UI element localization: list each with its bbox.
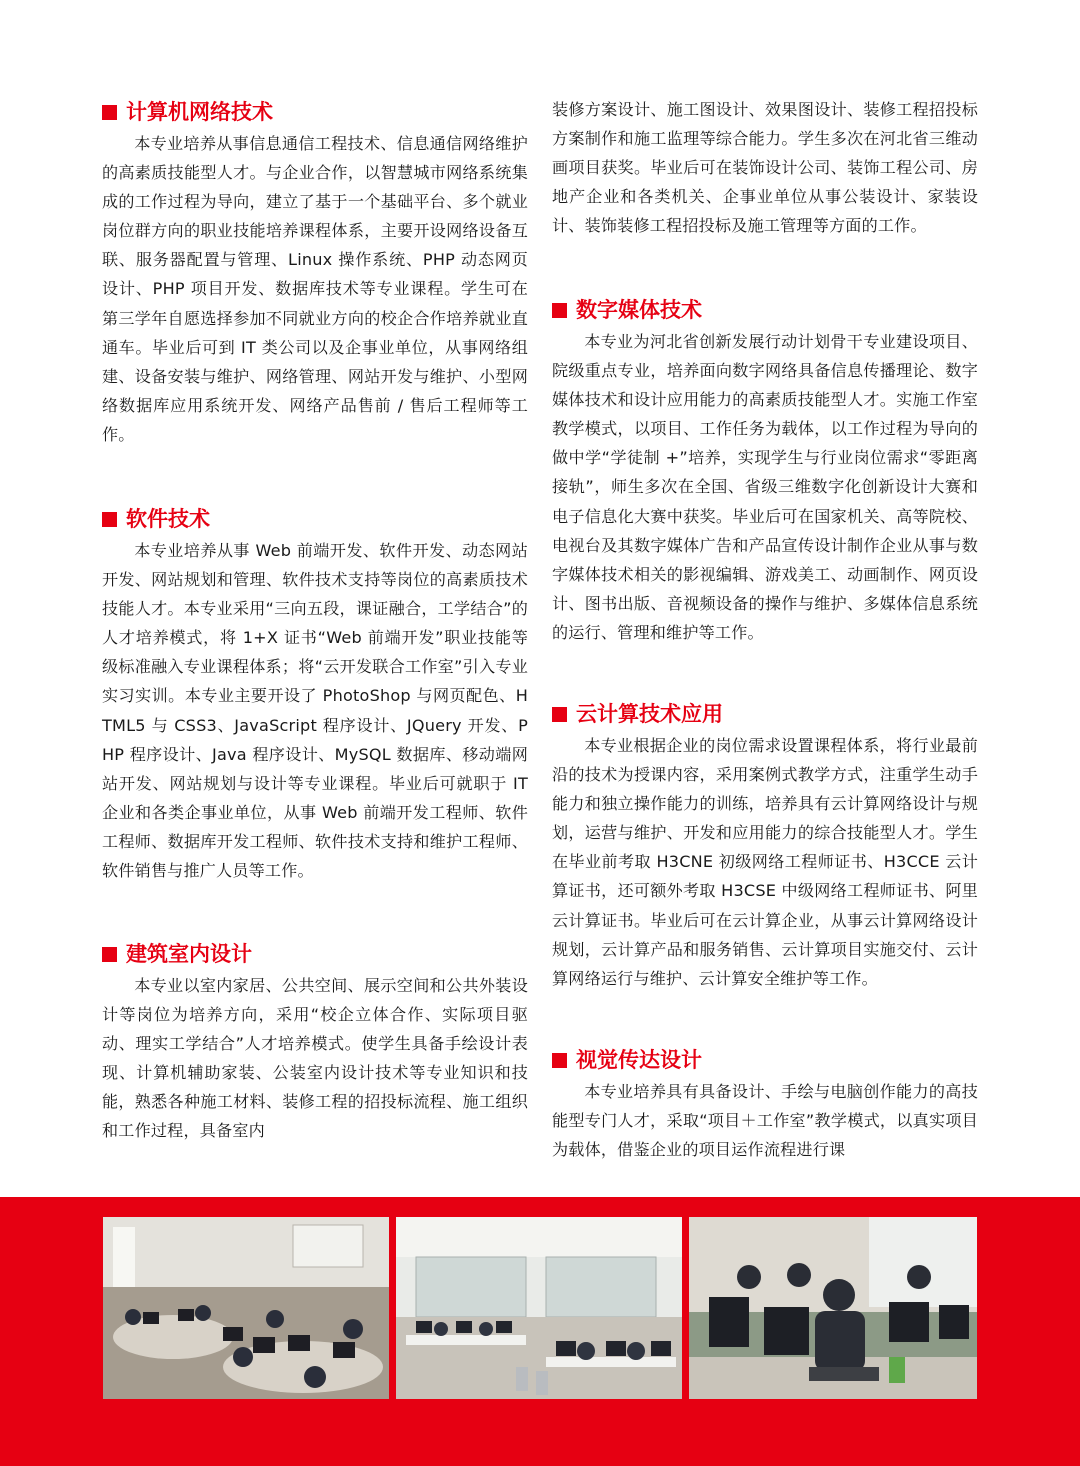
square-bullet-icon — [102, 947, 117, 962]
section-interior — [102, 937, 528, 1146]
classroom-photo-2 — [396, 1217, 682, 1399]
section-interior-continued — [552, 95, 978, 240]
section-digital-media — [552, 293, 978, 647]
section-heading — [552, 293, 978, 327]
section-title: 软件技术 — [126, 507, 210, 531]
section-heading — [552, 1043, 978, 1077]
classroom-photo-1 — [103, 1217, 389, 1399]
section-body: 本专业为河北省创新发展行动计划骨干专业建设项目、院级重点专业，培养面向数字网络具备信息传播理论、数字媒体技术和设计应用能力的高素质技能型人才。实施工作室教学模式，以项目、工作任务为载体，以工作过程为导向的做中学“学徒制 +”培养，实现学生与行业岗位需求“零距离接轨”，师生多次在全国、省级三维数字化创新设计大赛和电子信息化大赛中获奖。毕业后可在国家机关、高等院校、电视台及其数字媒体广告和产品宣传设计制作企业从事与数字媒体技术相关的影视编辑、游戏美工、动画制作、网页设计、图书出版、音视频设备的操作与维护、多媒体信息系统的运行、管理和维护等工作。 — [552, 332, 978, 642]
section-title: 视觉传达设计 — [576, 1048, 702, 1072]
section-cloud — [552, 697, 978, 993]
section-body-continued: 装修方案设计、施工图设计、效果图设计、装修工程招投标方案制作和施工监理等综合能力。学生多次在河北省三维动画项目获奖。毕业后可在装饰设计公司、装饰工程公司、房地产企业和各类机关、企事业单位从事公装设计、家装设计、装饰装修工程招投标及施工管理等方面的工作。 — [552, 100, 978, 236]
section-software — [102, 502, 528, 885]
section-body: 本专业以室内家居、公共空间、展示空间和公共外装设计等岗位为培养方向，采用“校企立体合作、实际项目驱动、理实工学结合”人才培养模式。使学生具备手绘设计表现、计算机辅助家装、公装室内设计技术等专业知识和技能，熟悉各种施工材料、装修工程的招投标流程、施工组织和工作过程，具备室内 — [102, 976, 528, 1141]
section-heading — [552, 697, 978, 731]
section-body: 本专业培养从事信息通信工程技术、信息通信网络维护的高素质技能型人才。与企业合作，以智慧城市网络系统集成的工作过程为导向，建立了基于一个基础平台、多个就业岗位群方向的职业技能培养课程体系，主要开设网络设备互联、服务器配置与管理、Linux 操作系统、PHP 动态网页设计、PHP 项目开发、数据库技术等专业课程。学生可在第三学年自愿选择参加不同就业方向的校企合作培养就业直通车。毕业后可到 IT 类公司以及企事业单位，从事网络组建、设备安装与维护、网络管理、网站开发与维护、小型网络数据库应用系统开发、网络产品售前 / 售后工程师等工作。 — [102, 134, 528, 444]
photo-band — [0, 1197, 1080, 1466]
computer-lab-image — [103, 1217, 389, 1399]
section-title: 云计算技术应用 — [576, 702, 723, 726]
section-network — [102, 95, 528, 449]
students-at-computers-image — [689, 1217, 977, 1399]
computer-lab-image — [396, 1217, 682, 1399]
section-heading — [102, 95, 528, 129]
section-body: 本专业培养具有具备设计、手绘与电脑创作能力的高技能型专门人才，采取“项目＋工作室”教学模式，以真实项目为载体，借鉴企业的项目运作流程进行课 — [552, 1082, 978, 1160]
section-body: 本专业培养从事 Web 前端开发、软件开发、动态网站开发、网站规划和管理、软件技术支持等岗位的高素质技术技能人才。本专业采用“三向五段，课证融合，工学结合”的人才培养模式，将 1+X 证书“Web 前端开发”职业技能等级标准融入专业课程体系；将“云开发联合工作室”引入专业实习实训。本专业主要开设了 PhotoShop 与网页配色、HTML5 与 CSS3、JavaScript 程序设计、JQuery 开发、PHP 程序设计、Java 程序设计、MySQL 数据库、移动端网站开发、网站规划与设计等专业课程。毕业后可就职于 IT 企业和各类企事业单位，从事 Web 前端开发工程师、软件工程师、数据库开发工程师、软件技术支持和维护工程师、软件销售与推广人员等工作。 — [102, 541, 528, 881]
square-bullet-icon — [552, 1053, 567, 1068]
section-visual — [552, 1043, 978, 1164]
section-heading — [102, 502, 528, 536]
section-heading — [102, 937, 528, 971]
square-bullet-icon — [552, 303, 567, 318]
square-bullet-icon — [102, 105, 117, 120]
section-title: 数字媒体技术 — [576, 298, 702, 322]
square-bullet-icon — [102, 512, 117, 527]
section-title: 计算机网络技术 — [126, 100, 273, 124]
classroom-photo-3 — [689, 1217, 977, 1399]
square-bullet-icon — [552, 707, 567, 722]
section-body: 本专业根据企业的岗位需求设置课程体系，将行业最前沿的技术为授课内容，采用案例式教学方式，注重学生动手能力和独立操作能力的训练，培养具有云计算网络设计与规划，运营与维护、开发和应用能力的综合技能型人才。学生在毕业前考取 H3CNE 初级网络工程师证书、H3CCE 云计算证书，还可额外考取 H3CSE 中级网络工程师证书、阿里云计算证书。毕业后可在云计算企业，从事云计算网络设计规划，云计算产品和服务销售、云计算项目实施交付、云计算网络运行与维护、云计算安全维护等工作。 — [552, 736, 978, 988]
section-title: 建筑室内设计 — [126, 942, 252, 966]
